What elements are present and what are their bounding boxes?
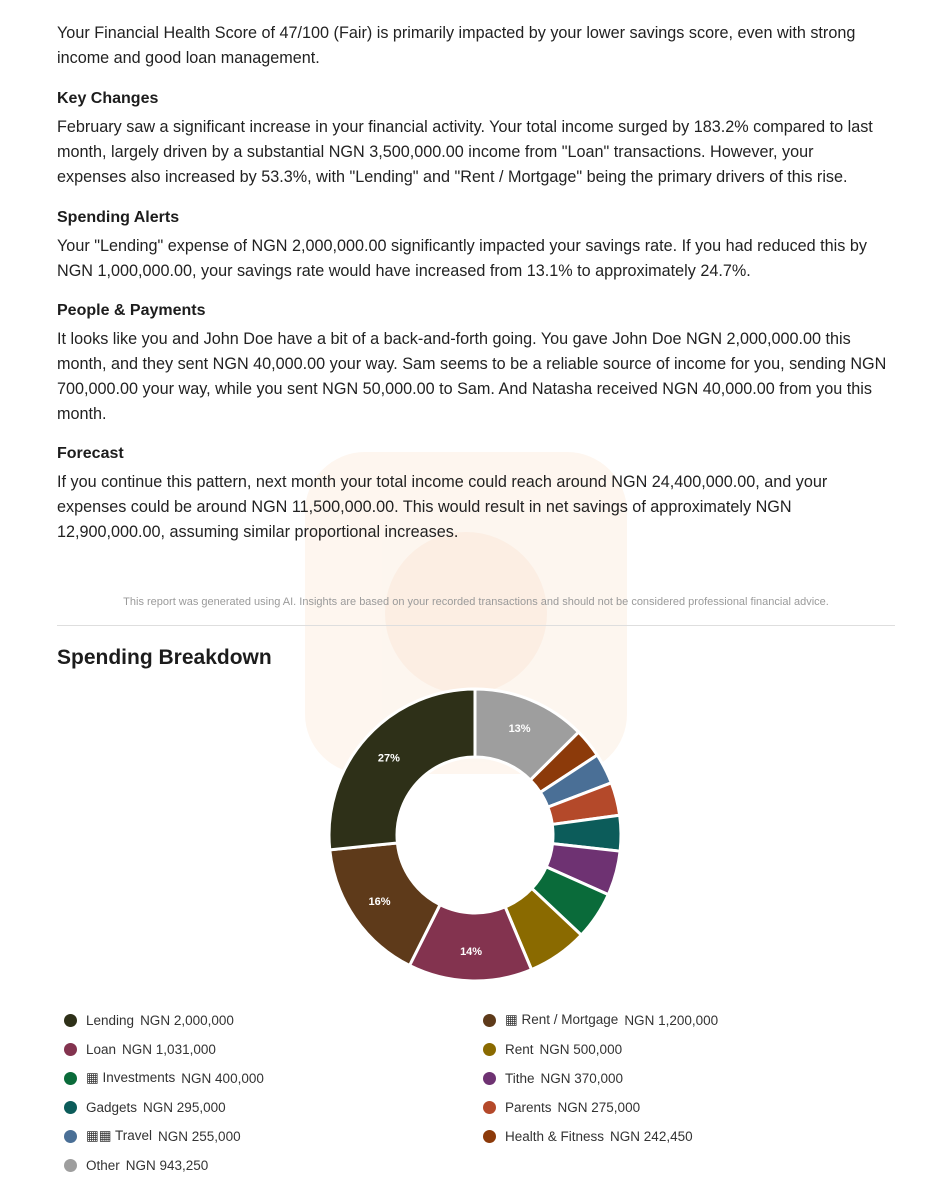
- legend-amount: NGN 1,200,000: [624, 1012, 719, 1028]
- section-text-spending-alerts: Your "Lending" expense of NGN 2,000,000.00 significantly impacted your savings rate. If you had reduced this by NGN 1,000,000.00, your savings rate would have increased from 13.1% to approximately 24.7%.: [57, 237, 867, 280]
- legend-swatch: [64, 1101, 77, 1114]
- legend-item[interactable]: [64, 1126, 241, 1146]
- legend-swatch: [64, 1130, 77, 1143]
- legend-label: Gadgets: [86, 1099, 138, 1115]
- legend-label: ▦▦ Travel: [86, 1128, 153, 1143]
- legend-swatch: [64, 1043, 77, 1056]
- legend-item[interactable]: [64, 1097, 226, 1117]
- legend-item[interactable]: [483, 1068, 623, 1088]
- legend-label: Other: [86, 1157, 120, 1173]
- legend-swatch: [64, 1014, 77, 1027]
- legend-label: ▦ Rent / Mortgage: [505, 1012, 619, 1027]
- legend-amount: NGN 242,450: [610, 1128, 693, 1144]
- donut-slice-10[interactable]: [329, 689, 475, 850]
- legend-label: Parents: [505, 1099, 552, 1115]
- legend-amount: NGN 255,000: [158, 1128, 241, 1144]
- section-heading-forecast: Forecast: [57, 445, 124, 462]
- donut-slice-label-8: 14%: [460, 945, 483, 958]
- donut-slice-label-9: 16%: [368, 895, 391, 908]
- section-heading-people-payments: People & Payments: [57, 302, 206, 319]
- legend-label: Tithe: [505, 1070, 535, 1086]
- legend-item[interactable]: [483, 1010, 718, 1030]
- donut-slice-label-10: 27%: [377, 752, 400, 765]
- legend-label: Rent: [505, 1041, 534, 1057]
- legend-amount: NGN 370,000: [540, 1070, 624, 1086]
- section-text-key-changes: February saw a significant increase in your financial activity. Your total income surged by 183.2% compared to last month, largely driven by a substantial NGN 3,500,000.00 income from "Loan" transactions. However, your expenses also increased by 53.3%, with "Lending" and "Rent / Mortgage" being the primary drivers of this rise.: [57, 118, 873, 186]
- section-text-forecast: If you continue this pattern, next month your total income could reach around NGN 24,400,000.00, and your expenses could be around NGN 11,500,000.00. This would result in net savings of approximately NGN 12,900,000.00, assuming similar proportional increases.: [57, 473, 828, 541]
- spending-donut-chart: [320, 680, 630, 990]
- legend-label: Health & Fitness: [505, 1128, 605, 1144]
- legend-label: ▦ Investments: [86, 1070, 176, 1085]
- legend-swatch: [483, 1130, 496, 1143]
- legend-item[interactable]: [64, 1039, 216, 1059]
- legend-swatch: [483, 1014, 496, 1027]
- donut-svg: [320, 680, 630, 990]
- legend-swatch: [483, 1072, 496, 1085]
- donut-slice-label-0: 13%: [508, 722, 531, 735]
- spending-breakdown-title: Spending Breakdown: [57, 646, 272, 669]
- legend-item[interactable]: [64, 1068, 264, 1088]
- legend-amount: NGN 275,000: [557, 1099, 641, 1115]
- legend-item[interactable]: [483, 1126, 693, 1146]
- legend-item[interactable]: [64, 1010, 234, 1030]
- legend-amount: NGN 2,000,000: [140, 1012, 234, 1028]
- ai-disclaimer: This report was generated using AI. Insights are based on your recorded transactions and should not be considered professional financial advice.: [123, 596, 829, 608]
- legend-item[interactable]: [483, 1039, 622, 1059]
- ai-insights-report: [57, 21, 887, 545]
- legend-swatch: [64, 1159, 77, 1172]
- section-divider: [57, 625, 895, 626]
- legend-label: Loan: [86, 1041, 117, 1057]
- legend-swatch: [483, 1043, 496, 1056]
- legend-amount: NGN 500,000: [539, 1041, 623, 1057]
- section-heading-key-changes: Key Changes: [57, 90, 159, 107]
- legend-swatch: [64, 1072, 77, 1085]
- legend-swatch: [483, 1101, 496, 1114]
- section-text-people-payments: It looks like you and John Doe have a bit of a back-and-forth going. You gave John Doe NGN 2,000,000.00 this month, and they sent NGN 40,000.00 your way. Sam seems to be a reliable source of income for you, sending NGN 700,000.00 your way, while you sent NGN 50,000.00 to Sam. And Natasha received NGN 40,000.00 from you this month.: [57, 330, 887, 423]
- legend-label: Lending: [86, 1012, 135, 1028]
- legend-item[interactable]: [64, 1155, 208, 1175]
- legend-amount: NGN 943,250: [125, 1157, 209, 1173]
- intro-paragraph: Your Financial Health Score of 47/100 (Fair) is primarily impacted by your lower savings score, even with strong income and good loan management.: [57, 24, 856, 67]
- section-heading-spending-alerts: Spending Alerts: [57, 209, 180, 226]
- legend-item[interactable]: [483, 1097, 640, 1117]
- legend-amount: NGN 400,000: [181, 1070, 264, 1086]
- legend-amount: NGN 295,000: [143, 1099, 226, 1115]
- legend-amount: NGN 1,031,000: [122, 1041, 216, 1057]
